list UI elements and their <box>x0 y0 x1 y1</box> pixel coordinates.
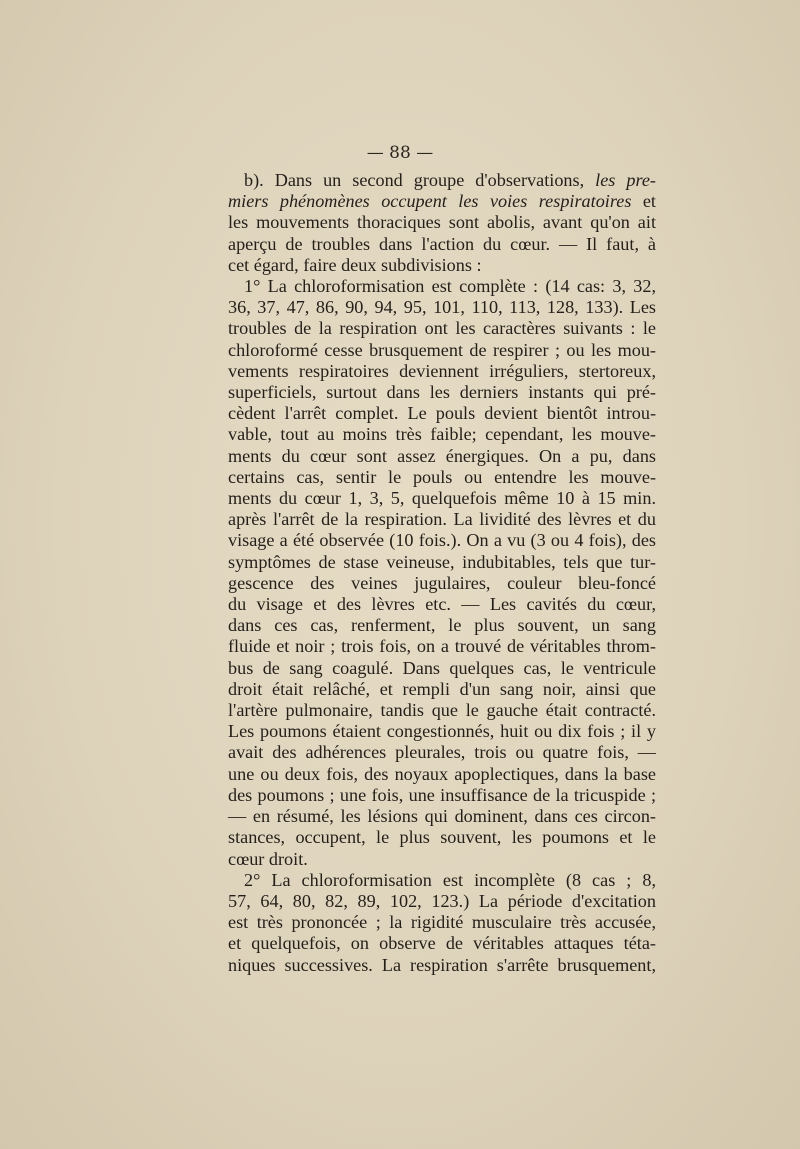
line-text: et <box>631 191 656 212</box>
text-line <box>228 297 656 318</box>
text-line <box>228 721 656 742</box>
text-line <box>228 382 656 403</box>
text-line <box>228 212 656 233</box>
line-text: Les poumons étaient congestionnés, huit ou dix fois ; il y <box>228 721 656 742</box>
line-text: cet égard, faire deux subdivisions : <box>228 254 482 275</box>
text-line <box>228 573 656 594</box>
text-line <box>228 636 656 657</box>
line-text: après l'arrêt de la respiration. La lividité des lèvres et du <box>228 509 656 530</box>
line-text: une ou deux fois, des noyaux apoplectiques, dans la base <box>228 763 656 784</box>
line-text: niques successives. La respiration s'arrête brusquement, <box>228 954 656 975</box>
line-text: 57, 64, 80, 82, 89, 102, 123.) La période d'excitation <box>228 890 656 911</box>
line-text: est très prononcée ; la rigidité musculaire très accusée, <box>228 912 656 933</box>
italic-text: miers phénomènes occupent les voies respiratoires <box>228 191 632 212</box>
text-line <box>228 679 656 700</box>
line-text: fluide et noir ; trois fois, on a trouvé de véritables throm- <box>228 636 656 657</box>
line-text: des poumons ; une fois, une insuffisance de la tricuspide ; <box>228 784 656 805</box>
line-text: certains cas, sentir le pouls ou entendre les mouve- <box>228 466 656 487</box>
text-line <box>228 446 656 467</box>
text-line <box>228 806 656 827</box>
text-line <box>228 403 656 424</box>
text-line <box>228 191 656 212</box>
text-line <box>228 467 656 488</box>
text-line <box>228 658 656 679</box>
text-line <box>228 827 656 848</box>
line-text: les mouvements thoraciques sont abolis, avant qu'on ait <box>228 212 656 233</box>
text-line <box>228 530 656 551</box>
line-text: vable, tout au moins très faible; cependant, les mouve- <box>228 424 656 445</box>
line-text: l'artère pulmonaire, tandis que le gauche était contracté. <box>228 700 656 721</box>
text-line <box>228 785 656 806</box>
line-text: droit était relâché, et rempli d'un sang noir, ainsi que <box>228 678 656 699</box>
line-text: cœur droit. <box>228 848 308 869</box>
text-line <box>228 594 656 615</box>
text-line <box>228 870 656 891</box>
body-text <box>228 170 656 976</box>
line-text: gescence des veines jugulaires, couleur bleu-foncé <box>228 572 656 593</box>
text-line <box>228 955 656 976</box>
text-line <box>228 933 656 954</box>
text-line <box>228 509 656 530</box>
line-text: superficiels, surtout dans les derniers instants qui pré- <box>228 382 656 403</box>
text-line <box>228 170 656 191</box>
line-text: visage a été observée (10 fois.). On a vu (3 ou 4 fois), des <box>228 530 656 551</box>
line-text: — en résumé, les lésions qui dominent, dans ces circon- <box>228 806 656 827</box>
text-line <box>228 764 656 785</box>
line-text: troubles de la respiration ont les caractères suivants : le <box>228 318 656 339</box>
line-text: cèdent l'arrêt complet. Le pouls devient bientôt introu- <box>228 403 656 424</box>
italic-text: les pre- <box>595 170 656 190</box>
text-line <box>228 424 656 445</box>
line-text: avait des adhérences pleurales, trois ou quatre fois, — <box>228 742 656 763</box>
text-line <box>228 552 656 573</box>
line-text: chloroformé cesse brusquement de respirer ; ou les mou- <box>228 339 656 360</box>
text-line <box>228 488 656 509</box>
line-text: aperçu de troubles dans l'action du cœur. — Il faut, à <box>228 233 656 254</box>
line-text: 1° La chloroformisation est complète : (14 cas: 3, 32, <box>244 276 656 297</box>
text-line <box>228 361 656 382</box>
text-line <box>228 700 656 721</box>
line-text: vements respiratoires deviennent irréguliers, stertoreux, <box>228 360 656 381</box>
line-text: ments du cœur 1, 3, 5, quelquefois même 10 à 15 min. <box>228 488 656 509</box>
line-text: 2° La chloroformisation est incomplète (8 cas ; 8, <box>244 869 656 890</box>
text-line <box>228 849 656 870</box>
text-line <box>228 615 656 636</box>
line-text: bus de sang coagulé. Dans quelques cas, le ventricule <box>228 657 656 678</box>
line-text: et quelquefois, on observe de véritables attaques téta- <box>228 933 656 954</box>
text-line <box>228 742 656 763</box>
text-line <box>228 891 656 912</box>
line-text: ments du cœur sont assez énergiques. On a pu, dans <box>228 445 656 466</box>
line-text: b). Dans un second groupe d'observations, <box>244 170 596 190</box>
line-text: dans ces cas, renferment, le plus souvent, un sang <box>228 615 656 636</box>
text-line <box>228 318 656 339</box>
line-text: 36, 37, 47, 86, 90, 94, 95, 101, 110, 113, 128, 133). Les <box>228 297 656 318</box>
text-line <box>228 276 656 297</box>
text-line <box>228 340 656 361</box>
page-number: — 88 — <box>366 143 434 163</box>
text-line <box>228 912 656 933</box>
line-text: du visage et des lèvres etc. — Les cavités du cœur, <box>228 594 656 615</box>
line-text: symptômes de stase veineuse, indubitables, tels que tur- <box>228 551 656 572</box>
text-line <box>228 234 656 255</box>
line-text: stances, occupent, le plus souvent, les poumons et le <box>228 827 656 848</box>
text-line <box>228 255 656 276</box>
